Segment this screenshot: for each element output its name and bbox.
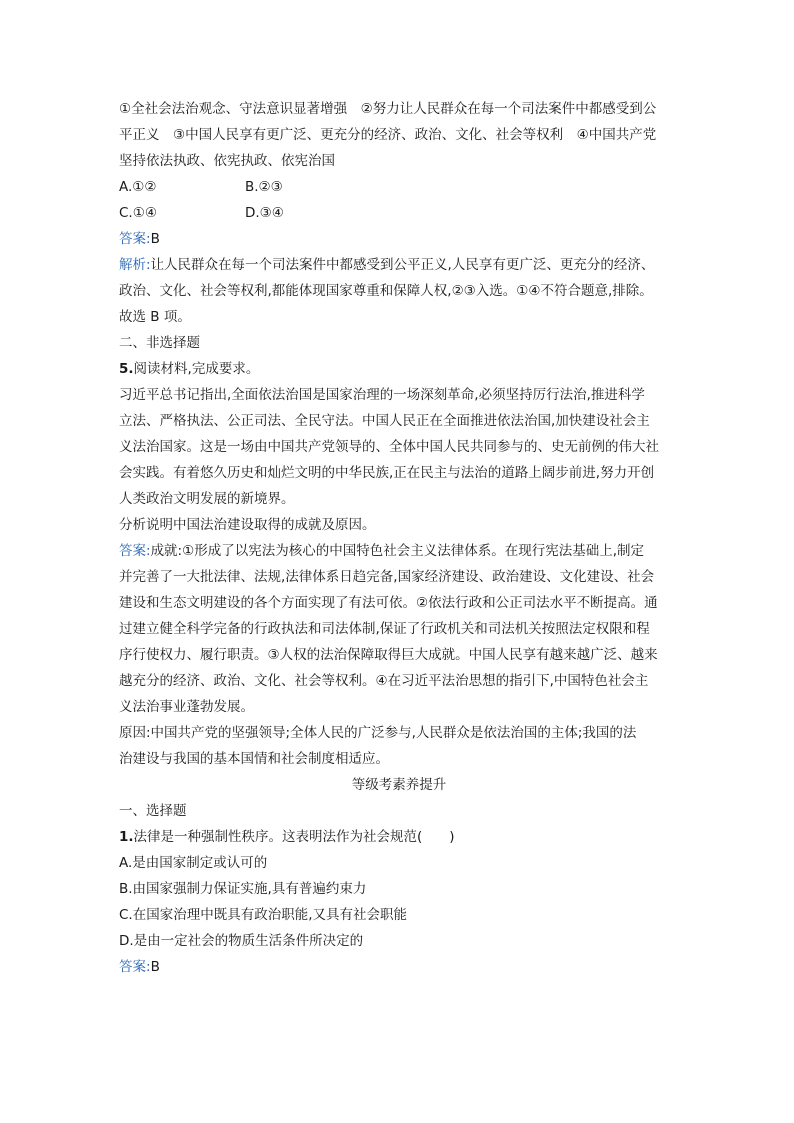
material-line-4: 会实践。有着悠久历史和灿烂文明的中华民族,正在民主与法治的道路上阔步前进,努力开创 bbox=[119, 465, 655, 481]
q5-answer-line-6: 越充分的经济、政治、文化、社会等权利。④在习近平法治思想的指引下,中国特色社会主 bbox=[119, 673, 649, 689]
level-q1-option-d: D.是由一定社会的物质生活条件所决定的 bbox=[119, 933, 364, 949]
q5-prompt-text: 阅读材料,完成要求。 bbox=[133, 361, 260, 377]
q4-analysis-text-1: 让人民群众在每一个司法案件中都感受到公平正义,人民享有更广泛、更充分的经济、 bbox=[150, 257, 655, 273]
material-line-5: 人类政治文明发展的新境界。 bbox=[119, 491, 295, 507]
q5-answer-line-2: 并完善了一大批法律、法规,法律体系日趋完备,国家经济建设、政治建设、文化建设、社会 bbox=[119, 569, 655, 585]
q4-option-b: B.②③ bbox=[245, 179, 283, 195]
level-q1-answer bbox=[119, 954, 679, 980]
q5-number: 5. bbox=[119, 361, 134, 377]
level-q1-answer-value: B bbox=[150, 959, 160, 975]
q5-answer-line-4: 过建立健全科学完备的行政执法和司法体制,保证了行政机关和司法机关按照法定权限和程 bbox=[119, 621, 650, 637]
level-section-title: 等级考素养提升 bbox=[351, 777, 447, 793]
level-q1-answer-label: 答案: bbox=[119, 959, 151, 975]
q4-analysis-line-2: 政治、文化、社会等权利,都能体现国家尊重和保障人权,②③入选。①④不符合题意,排除。 bbox=[119, 283, 653, 299]
q5-prompt bbox=[119, 356, 679, 382]
q5-answer-line-3: 建设和生态文明建设的各个方面实现了有法可依。②依法行政和公正司法水平不断提高。通 bbox=[119, 595, 658, 611]
level-q1-option-b: B.由国家强制力保证实施,具有普遍约束力 bbox=[119, 881, 367, 897]
material-line-3: 义法治国家。这是一场由中国共产党领导的、全体中国人民共同参与的、史无前例的伟大社 bbox=[119, 439, 659, 455]
q4-option-a: A.①② bbox=[119, 179, 157, 195]
q5-reason-line-2: 治建设与我国的基本国情和社会制度相适应。 bbox=[119, 751, 389, 767]
q4-analysis-label: 解析: bbox=[119, 257, 151, 273]
q4-options-row-2 bbox=[119, 200, 679, 226]
q4-answer-label: 答案: bbox=[119, 231, 151, 247]
level-q1-option-c: C.在国家治理中既具有政治职能,又具有社会职能 bbox=[119, 907, 408, 923]
q5-answer-line-5: 序行使权力、履行职责。③人权的法治保障取得巨大成就。中国人民享有越来越广泛、越来 bbox=[119, 647, 658, 663]
section2-heading: 二、非选择题 bbox=[119, 335, 200, 351]
level-q1-stem-text: 法律是一种强制性秩序。这表明法作为社会规范( ) bbox=[133, 829, 455, 845]
q4-analysis-line-1 bbox=[119, 252, 679, 278]
q4-answer bbox=[119, 226, 679, 252]
page-content bbox=[119, 96, 679, 980]
level-q1-number: 1. bbox=[119, 829, 134, 845]
q4-stem-line-1: ①全社会法治观念、守法意识显著增强 ②努力让人民群众在每一个司法案件中都感受到公 bbox=[119, 101, 657, 117]
q5-answer-text-1: 成就:①形成了以宪法为核心的中国特色社会主义法律体系。在现行宪法基础上,制定 bbox=[150, 543, 645, 559]
q4-stem-line-2: 平正义 ③中国人民享有更广泛、更充分的经济、政治、文化、社会等权利 ④中国共产党 bbox=[119, 127, 657, 143]
q4-stem-line-3: 坚持依法执政、依宪执政、依宪治国 bbox=[119, 153, 335, 169]
q5-answer-line-7: 义法治事业蓬勃发展。 bbox=[119, 699, 254, 715]
q5-question: 分析说明中国法治建设取得的成就及原因。 bbox=[119, 517, 376, 533]
q4-options-row-1 bbox=[119, 174, 679, 200]
level-q1-option-a: A.是由国家制定或认可的 bbox=[119, 855, 268, 871]
material-line-2: 立法、严格执法、公正司法、全民守法。中国人民正在全面推进依法治国,加快建设社会主 bbox=[119, 413, 650, 429]
level-heading: 一、选择题 bbox=[119, 803, 187, 819]
q4-analysis-line-3: 故选 B 项。 bbox=[119, 309, 191, 325]
q4-answer-value: B bbox=[150, 231, 160, 247]
q4-option-d: D.③④ bbox=[245, 205, 284, 221]
level-q1-stem bbox=[119, 824, 679, 850]
material-line-1: 习近平总书记指出,全面依法治国是国家治理的一场深刻革命,必须坚持厉行法治,推进科学 bbox=[119, 387, 645, 403]
q5-reason-line-1: 原因:中国共产党的坚强领导;全体人民的广泛参与,人民群众是依法治国的主体;我国的法 bbox=[119, 725, 637, 741]
q4-option-c: C.①④ bbox=[119, 205, 157, 221]
q5-answer-label: 答案: bbox=[119, 543, 151, 559]
q5-answer-line-1 bbox=[119, 538, 679, 564]
